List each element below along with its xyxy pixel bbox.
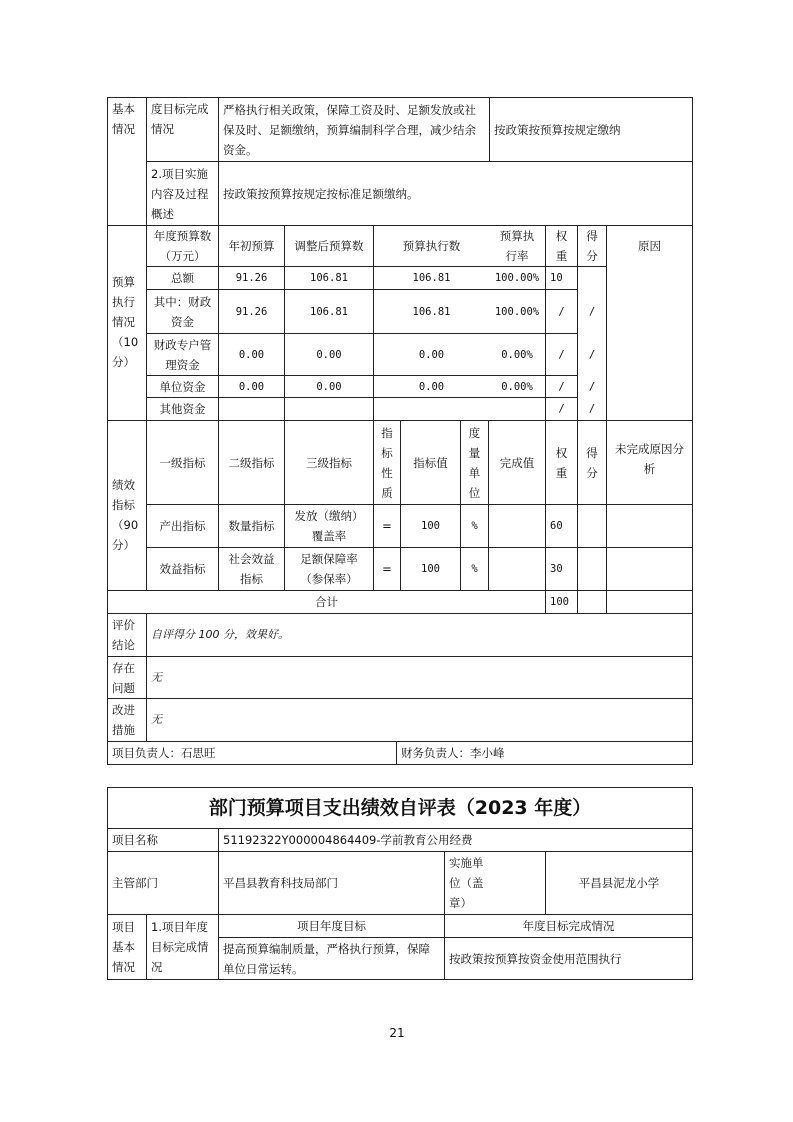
budget-row-score: / (588, 348, 596, 361)
perf-row-reason (607, 505, 692, 547)
budget-row-executed: 106.81 (412, 272, 451, 284)
budget-row-score: / (588, 305, 596, 318)
basic-label-2: 项目基本情况 (112, 920, 135, 974)
budget-row-adjusted: 0.00 (316, 380, 342, 393)
budget-header-executed: 预算执行数 (402, 239, 461, 253)
perf-row-level2: 社会效益指标 (228, 552, 275, 586)
budget-row-name: 其中：财政资金 (153, 294, 212, 329)
budget-row-adjusted: 106.81 (310, 305, 348, 318)
perf-row-value: 100 (421, 520, 440, 532)
budget-row-rate (489, 398, 545, 420)
conclusion-text: 自评得分 100 分，效果好。 (151, 628, 289, 641)
perf-row-level2: 数量指标 (228, 519, 275, 533)
perf-row-score (578, 505, 606, 547)
impl-text: 按政策按预算按规定按标准足额缴纳。 (223, 186, 419, 201)
completion-text: 按政策按预算按资金使用范围执行 (449, 951, 622, 966)
perf-header-level1: 一级指标 (159, 455, 206, 470)
goal-completion-text: 按政策按预算按规定缴纳 (494, 122, 621, 137)
impl-unit-value: 平昌县泥龙小学 (578, 876, 660, 890)
perf-header-level3: 三级指标 (306, 455, 352, 470)
dept-value: 平昌县教育科技局部门 (223, 876, 338, 890)
goal-target-text: 严格执行相关政策，保障工资及时、足额发放或社保及时、足额缴纳，预算编制科学合理，减少结余资金。 (223, 102, 476, 157)
budget-header-score: 得分 (586, 229, 598, 263)
budget-row-name: 其他资金 (159, 402, 206, 416)
budget-row-adjusted (285, 398, 373, 420)
budget-row-rate: 100.00% (494, 272, 540, 284)
form-title: 部门预算项目支出绩效自评表（2023 年度） (208, 797, 592, 819)
budget-row-weight: / (558, 380, 565, 393)
target-header: 项目年度目标 (297, 919, 366, 933)
budget-header-adjusted: 调整后预算数 (294, 239, 364, 253)
budget-row-initial: 0.00 (238, 348, 265, 361)
budget-header-annual: 年度预算数（万元） (153, 229, 212, 263)
perf-row-nature: = (382, 519, 392, 533)
conclusion-label: 评价结论 (112, 618, 135, 652)
perf-row-done (489, 548, 545, 590)
perf-header-level2: 二级指标 (228, 455, 275, 470)
budget-row-initial: 91.26 (235, 305, 268, 318)
dept-label: 主管部门 (112, 876, 158, 890)
perf-header-weight: 权重 (555, 445, 568, 480)
perf-row-unit: % (471, 520, 478, 532)
perf-row-unit: % (471, 563, 478, 575)
goal-label-2: 1.项目年度目标完成情况 (151, 920, 209, 974)
perf-header-unit: 度量单位 (468, 425, 481, 500)
perf-header-reason: 未完成原因分析 (615, 442, 684, 476)
budget-row-adjusted: 0.00 (316, 348, 342, 361)
target-text: 提高预算编制质量，严格执行预算，保障单位日常运转。 (223, 941, 430, 976)
perf-header-score: 得分 (586, 445, 598, 480)
measures-text: 无 (151, 713, 162, 726)
perf-row-reason (607, 548, 692, 590)
budget-row-executed: 106.81 (412, 305, 451, 318)
completion-header: 年度目标完成情况 (522, 919, 615, 933)
budget-row-score (578, 267, 606, 289)
perf-row-level1: 效益指标 (159, 562, 206, 576)
budget-row-initial: 91.26 (235, 272, 268, 284)
impl-unit-label: 实施单位（盖章） (449, 856, 484, 910)
perf-row-level1: 产出指标 (159, 519, 206, 533)
perf-row-value: 100 (421, 563, 440, 575)
budget-row-rate: 0.00% (501, 380, 533, 393)
budget-row-rate: 100.00% (494, 305, 540, 318)
budget-section-label: 预算执行情况（10分） (112, 275, 139, 369)
budget-row-adjusted: 106.81 (310, 272, 348, 284)
problems-text: 无 (151, 670, 162, 684)
perf-header-value: 指标值 (413, 455, 448, 470)
project-lead: 项目负责人：石思旺 (112, 746, 216, 760)
measures-label: 改进措施 (112, 703, 135, 737)
budget-row-score: / (588, 403, 596, 415)
budget-row-weight: / (558, 305, 565, 318)
performance-section-label: 绩效指标（90分） (112, 478, 139, 552)
budget-row-initial: 0.00 (238, 380, 265, 393)
perf-row-level3: 发放（缴纳）覆盖率 (294, 509, 364, 543)
perf-row-nature: = (382, 562, 392, 576)
project-name-value: 51192322Y000004864409-学前教育公用经费 (223, 833, 473, 847)
budget-row-name: 单位资金 (159, 379, 206, 394)
perf-row-weight: 60 (550, 520, 563, 532)
problems-label: 存在问题 (112, 660, 135, 695)
budget-row-executed (374, 398, 489, 420)
budget-header-reason: 原因 (638, 239, 661, 253)
basic-info-label: 基本情况 (112, 102, 135, 136)
perf-header-done: 完成值 (499, 455, 535, 470)
budget-row-name: 总额 (171, 271, 194, 285)
budget-header-initial: 年初预算 (228, 239, 275, 253)
budget-row-weight: / (558, 403, 565, 415)
perf-header-nature: 指标性质 (381, 425, 393, 500)
budget-row-weight: / (558, 348, 565, 361)
budget-row-weight: 10 (550, 272, 563, 284)
total-label: 合计 (315, 595, 338, 609)
goal-label: 度目标完成情况 (151, 102, 209, 136)
budget-row-score: / (588, 380, 596, 393)
project-name-label: 项目名称 (112, 833, 158, 847)
budget-row-name: 财政专户管理资金 (153, 337, 212, 372)
budget-row-initial (219, 398, 284, 420)
page-number: 21 (389, 1026, 405, 1040)
impl-label: 2.项目实施内容及过程概述 (151, 166, 209, 221)
budget-row-executed: 0.00 (418, 380, 445, 393)
budget-header-rate: 预算执行率 (499, 229, 535, 263)
budget-row-rate: 0.00% (501, 348, 533, 361)
perf-row-level3: 足额保障率（参保率） (300, 552, 358, 586)
finance-lead: 财务负责人：李小峰 (401, 746, 505, 760)
perf-row-weight: 30 (550, 563, 563, 575)
budget-header-weight: 权重 (555, 229, 568, 263)
perf-row-score (578, 548, 606, 590)
perf-row-done (489, 505, 545, 547)
budget-row-executed: 0.00 (418, 348, 445, 361)
total-weight: 100 (550, 596, 569, 608)
